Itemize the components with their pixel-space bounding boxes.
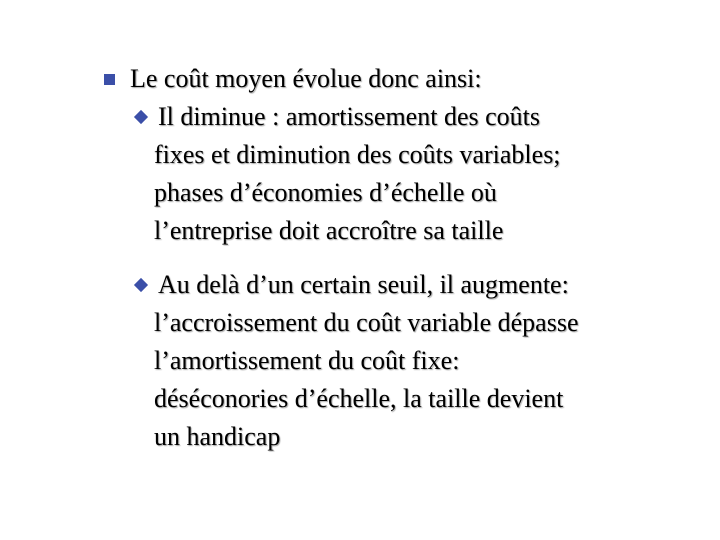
sub-bullet-line: phases d’économies d’échelle où [154, 178, 497, 207]
sub-bullet-line: fixes et diminution des coûts variables; [154, 140, 561, 169]
sub-bullet-line: l’accroissement du coût variable dépasse [154, 308, 579, 337]
diamond-bullet-icon [134, 110, 148, 124]
square-bullet-icon [104, 74, 115, 85]
sub-bullet-line: l’entreprise doit accroître sa taille [154, 216, 504, 245]
sub-bullet-line: déséconories d’échelle, la taille devient [154, 384, 564, 413]
sub-bullet-line: un handicap [154, 422, 281, 451]
sub-bullet-line: Il diminue : amortissement des coûts [158, 102, 540, 131]
main-bullet-text: Le coût moyen évolue donc ainsi: [130, 64, 482, 93]
diamond-bullet-icon [134, 278, 148, 292]
sub-bullet-line: l’amortissement du coût fixe: [154, 346, 460, 375]
sub-bullet-line: Au delà d’un certain seuil, il augmente: [158, 270, 569, 299]
